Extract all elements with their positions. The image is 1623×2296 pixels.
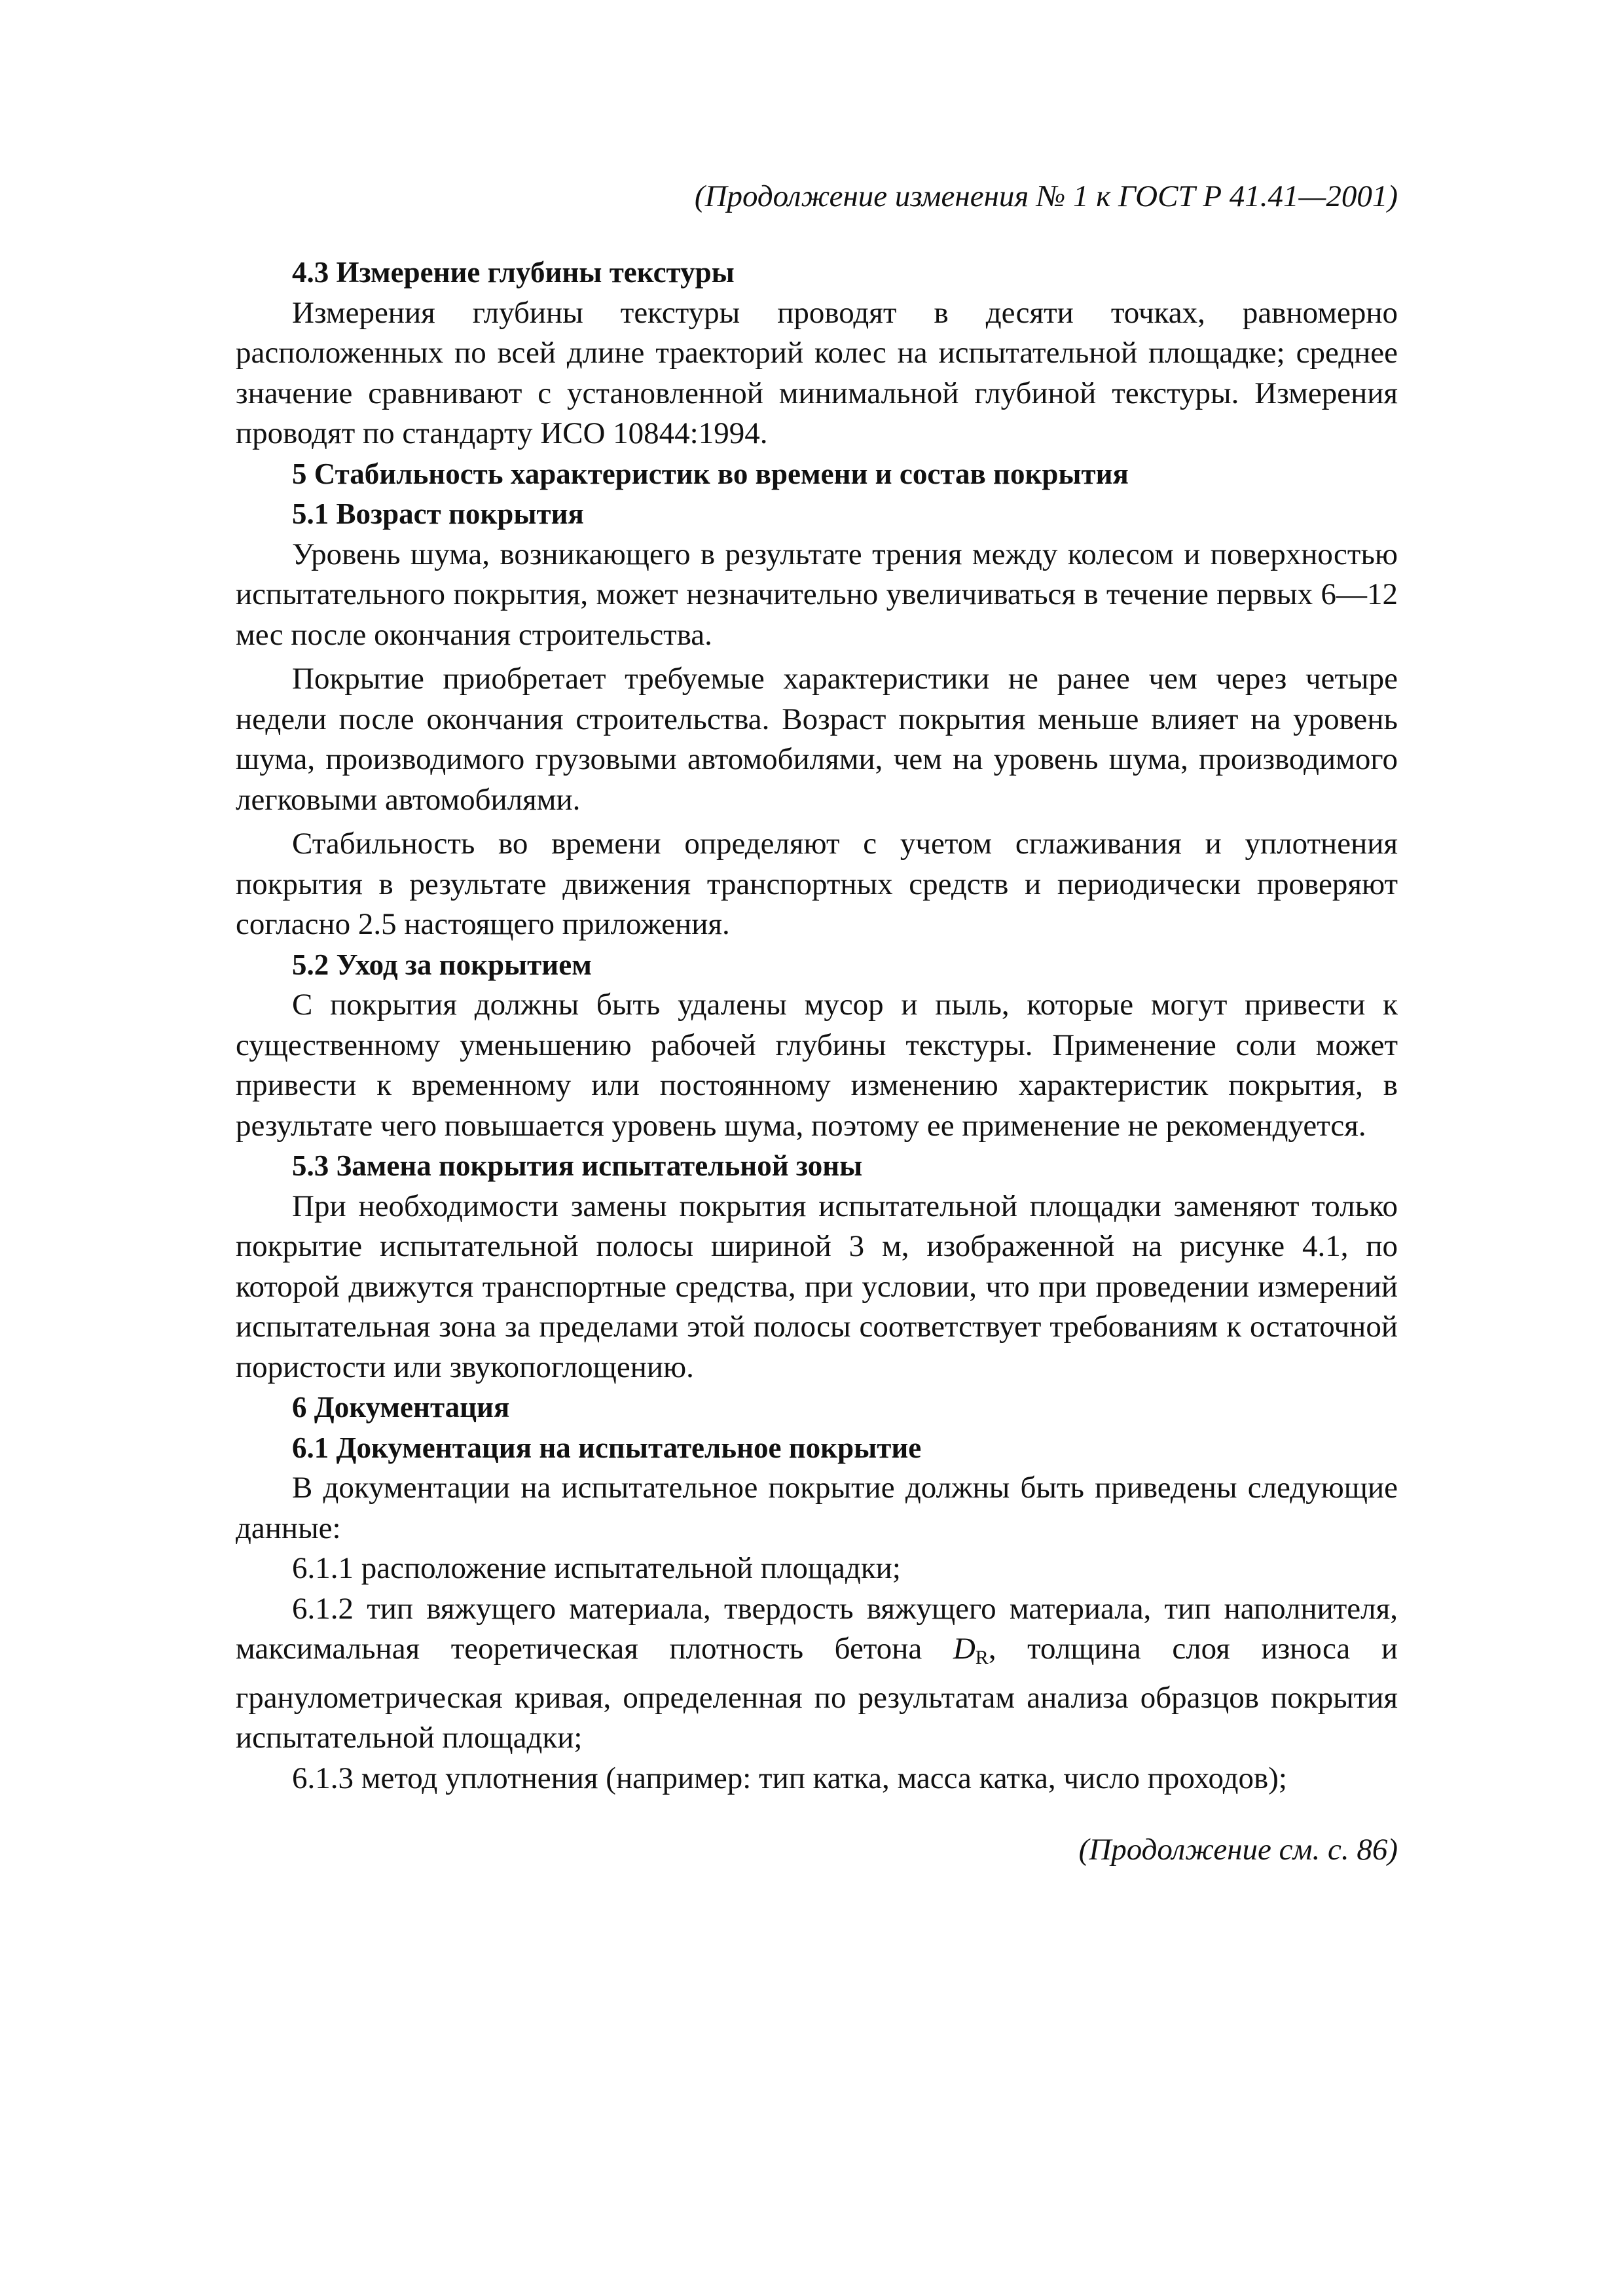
section-5-2-title: 5.2 Уход за покрытием xyxy=(292,948,592,981)
continuation-header: (Продолжение изменения № 1 к ГОСТ Р 41.41—2001) xyxy=(694,179,1398,213)
section-6-1-3-item: 6.1.3 метод уплотнения (например: тип катка, масса катка, число проходов); xyxy=(292,1761,1287,1795)
section-6-1-2-text-start: 6.1.2 тип вяжущего материала, твердость вяжущего материала, тип наполнителя, максимальная теоретическая плотность бетона xyxy=(236,1591,1398,1666)
continuation-footer: (Продолжение см. с. 86) xyxy=(1078,1833,1398,1867)
section-5-1-paragraph-3: Стабильность во времени определяют с учетом сглаживания и уплотнения покрытия в результате движения транспортных средств и периодически проверяют согласно 2.5 настоящего приложения. xyxy=(236,827,1398,941)
density-subscript: R xyxy=(975,1647,989,1668)
section-6-1-2-item xyxy=(236,1589,1398,1759)
section-5-1-title: 5.1 Возраст покрытия xyxy=(292,497,584,530)
section-6-title: 6 Документация xyxy=(292,1391,510,1424)
section-5-1-paragraph-1: Уровень шума, возникающего в результате трения между колесом и поверхностью испытательного покрытия, может незначительно увеличиваться в течение первых 6—12 мес после окончания строительства. xyxy=(236,537,1398,652)
section-6-1-1-item: 6.1.1 расположение испытательной площадки; xyxy=(292,1551,901,1585)
section-6-1-2-text-end: , толщина слоя износа и гранулометрическая кривая, определенная по результатам анализа образцов покрытия испытательной площадки; xyxy=(236,1632,1398,1755)
section-6-1-paragraph: В документации на испытательное покрытие должны быть приведены следующие данные: xyxy=(236,1471,1398,1545)
section-5-3-paragraph: При необходимости замены покрытия испытательной площадки заменяют только покрытие испытательной полосы шириной 3 м, изображенной на рисунке 4.1, по которой движутся транспортные средства, при условии, что при проведении измерений испытательная зона за пределами этой полосы соответствует требованиям к остаточной пористости или звукопоглощению. xyxy=(236,1189,1398,1384)
section-4-3-title: 4.3 Измерение глубины текстуры xyxy=(292,256,735,289)
section-5-1-paragraph-2: Покрытие приобретает требуемые характеристики не ранее чем через четыре недели после окончания строительства. Возраст покрытия меньше влияет на уровень шума, производимого грузовыми автомобилями, чем на уровень шума, производимого легковыми автомобилями. xyxy=(236,662,1398,817)
section-5-title: 5 Стабильность характеристик во времени и состав покрытия xyxy=(292,457,1129,490)
density-symbol: D xyxy=(953,1632,976,1666)
section-6-1-title: 6.1 Документация на испытательное покрытие xyxy=(292,1431,922,1464)
section-5-2-paragraph: С покрытия должны быть удалены мусор и пыль, которые могут привести к существенному уменьшению рабочей глубины текстуры. Применение соли может привести к временному или постоянному изменению характеристик покрытия, в результате чего повышается уровень шума, поэтому ее применение не рекомендуется. xyxy=(236,988,1398,1143)
document-page xyxy=(236,177,1398,1869)
section-4-3-paragraph: Измерения глубины текстуры проводят в десяти точках, равномерно расположенных по всей длине траекторий колес на испытательной площадке; среднее значение сравнивают с установленной минимальной глубиной текстуры. Измерения проводят по стандарту ИСО 10844:1994. xyxy=(236,295,1398,450)
section-5-3-title: 5.3 Замена покрытия испытательной зоны xyxy=(292,1149,863,1182)
